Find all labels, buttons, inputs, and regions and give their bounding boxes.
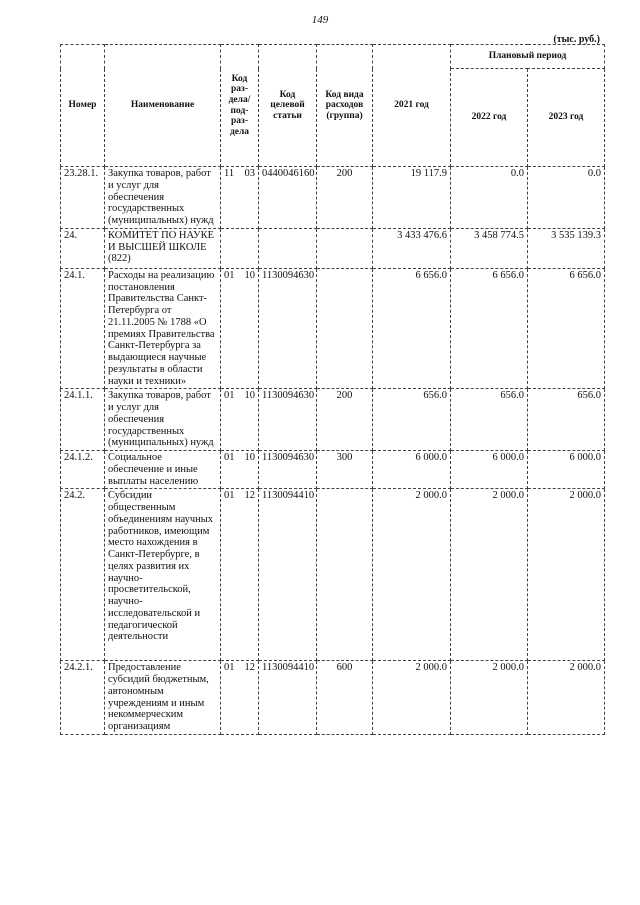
cell-2023: 6 000.0 bbox=[528, 451, 605, 489]
units-label: (тыс. руб.) bbox=[553, 34, 600, 45]
header-2021: 2021 год bbox=[373, 45, 451, 167]
section-code: 01 bbox=[224, 662, 235, 674]
cell-section bbox=[221, 228, 259, 268]
header-2023: 2023 год bbox=[528, 69, 605, 167]
cell-number: 24.1.2. bbox=[61, 451, 105, 489]
cell-2022: 0.0 bbox=[451, 167, 528, 229]
cell-name: КОМИТЕТ ПО НАУКЕ И ВЫСШЕЙ ШКОЛЕ (822) bbox=[105, 228, 221, 268]
cell-2023: 656.0 bbox=[528, 389, 605, 451]
cell-expense-type: 200 bbox=[317, 167, 373, 229]
cell-section bbox=[221, 389, 259, 451]
cell-2022: 3 458 774.5 bbox=[451, 228, 528, 268]
cell-2022: 2 000.0 bbox=[451, 489, 528, 661]
table-row bbox=[61, 167, 605, 229]
page-number: 149 bbox=[311, 14, 329, 26]
section-codes bbox=[224, 452, 255, 464]
cell-target: 0440046160 bbox=[259, 167, 317, 229]
cell-expense-type: 200 bbox=[317, 389, 373, 451]
cell-expense-type: 300 bbox=[317, 451, 373, 489]
cell-2021: 656.0 bbox=[373, 389, 451, 451]
cell-target: 1130094630 bbox=[259, 389, 317, 451]
cell-target: 1130094630 bbox=[259, 451, 317, 489]
cell-name: Социальное обеспечение и иные выплаты населению bbox=[105, 451, 221, 489]
cell-name: Предоставление субсидий бюджетным, автономным учреждениям и иным некоммерческим организациям bbox=[105, 661, 221, 735]
section-codes bbox=[224, 168, 255, 180]
cell-2022: 6 000.0 bbox=[451, 451, 528, 489]
cell-2023: 2 000.0 bbox=[528, 489, 605, 661]
header-number: Номер bbox=[61, 45, 105, 167]
cell-expense-type bbox=[317, 228, 373, 268]
subsection-code: 12 bbox=[244, 662, 255, 674]
section-code: 11 bbox=[224, 168, 235, 179]
cell-2021: 2 000.0 bbox=[373, 489, 451, 661]
section-codes bbox=[224, 270, 255, 282]
cell-name: Закупка товаров, работ и услуг для обеспечения государственных (муниципальных) нужд bbox=[105, 389, 221, 451]
cell-expense-type: 600 bbox=[317, 661, 373, 735]
header-target: Код целевой статьи bbox=[259, 45, 317, 167]
section-code: 01 bbox=[224, 269, 235, 281]
header-planned: Плановый период bbox=[451, 45, 605, 69]
cell-number: 23.28.1. bbox=[61, 167, 105, 229]
cell-name: Закупка товаров, работ и услуг для обеспечения государственных (муниципальных) нужд bbox=[105, 167, 221, 229]
cell-2021: 19 117.9 bbox=[373, 167, 451, 229]
cell-2023: 3 535 139.3 bbox=[528, 228, 605, 268]
subsection-code: 10 bbox=[244, 452, 255, 463]
table-row bbox=[61, 489, 605, 661]
cell-section bbox=[221, 268, 259, 389]
table-row bbox=[61, 389, 605, 451]
cell-name: Расходы на реализацию постановления Правительства Санкт-Петербурга от 21.11.2005 № 1788 «О премиях Правительства Санкт-Петербурга за выдающиеся научные результаты в области науки и техники» bbox=[105, 268, 221, 389]
cell-2021: 6 000.0 bbox=[373, 451, 451, 489]
cell-2021: 3 433 476.6 bbox=[373, 228, 451, 268]
cell-number: 24.1.1. bbox=[61, 389, 105, 451]
cell-2023: 2 000.0 bbox=[528, 661, 605, 735]
section-code: 01 bbox=[224, 490, 235, 502]
budget-table bbox=[60, 44, 605, 735]
table-row bbox=[61, 228, 605, 268]
cell-2021: 6 656.0 bbox=[373, 268, 451, 389]
cell-name: Субсидии общественным объединениям научных работников, имеющим место нахождения в Санкт-Петербурге, в целях развития их научно-просветительской, научно-исследовательской и педагогической деятельности bbox=[105, 489, 221, 661]
cell-target: 1130094410 bbox=[259, 661, 317, 735]
cell-2021: 2 000.0 bbox=[373, 661, 451, 735]
cell-number: 24.2. bbox=[61, 489, 105, 661]
cell-section bbox=[221, 489, 259, 661]
cell-section bbox=[221, 661, 259, 735]
cell-2022: 2 000.0 bbox=[451, 661, 528, 735]
header-2022: 2022 год bbox=[451, 69, 528, 167]
section-codes bbox=[224, 490, 255, 502]
header-name: Наименование bbox=[105, 45, 221, 167]
cell-number: 24. bbox=[61, 228, 105, 268]
cell-number: 24.2.1. bbox=[61, 661, 105, 735]
section-code: 01 bbox=[224, 390, 235, 402]
header-expense-type: Код вида расходов (группа) bbox=[317, 45, 373, 167]
subsection-code: 12 bbox=[244, 490, 255, 502]
header-section: Код раз-дела/ под-раз-дела bbox=[221, 45, 259, 167]
cell-2023: 6 656.0 bbox=[528, 268, 605, 389]
table-row bbox=[61, 451, 605, 489]
cell-expense-type bbox=[317, 268, 373, 389]
table-row bbox=[61, 661, 605, 735]
cell-target bbox=[259, 228, 317, 268]
subsection-code: 03 bbox=[244, 168, 255, 179]
cell-2023: 0.0 bbox=[528, 167, 605, 229]
section-code: 01 bbox=[224, 452, 235, 463]
subsection-code: 10 bbox=[244, 269, 255, 281]
section-codes bbox=[224, 662, 255, 674]
cell-number: 24.1. bbox=[61, 268, 105, 389]
subsection-code: 10 bbox=[244, 390, 255, 402]
cell-expense-type bbox=[317, 489, 373, 661]
section-codes bbox=[224, 390, 255, 402]
cell-2022: 656.0 bbox=[451, 389, 528, 451]
cell-section bbox=[221, 451, 259, 489]
cell-section bbox=[221, 167, 259, 229]
table-row bbox=[61, 268, 605, 389]
cell-2022: 6 656.0 bbox=[451, 268, 528, 389]
cell-target: 1130094630 bbox=[259, 268, 317, 389]
cell-target: 1130094410 bbox=[259, 489, 317, 661]
